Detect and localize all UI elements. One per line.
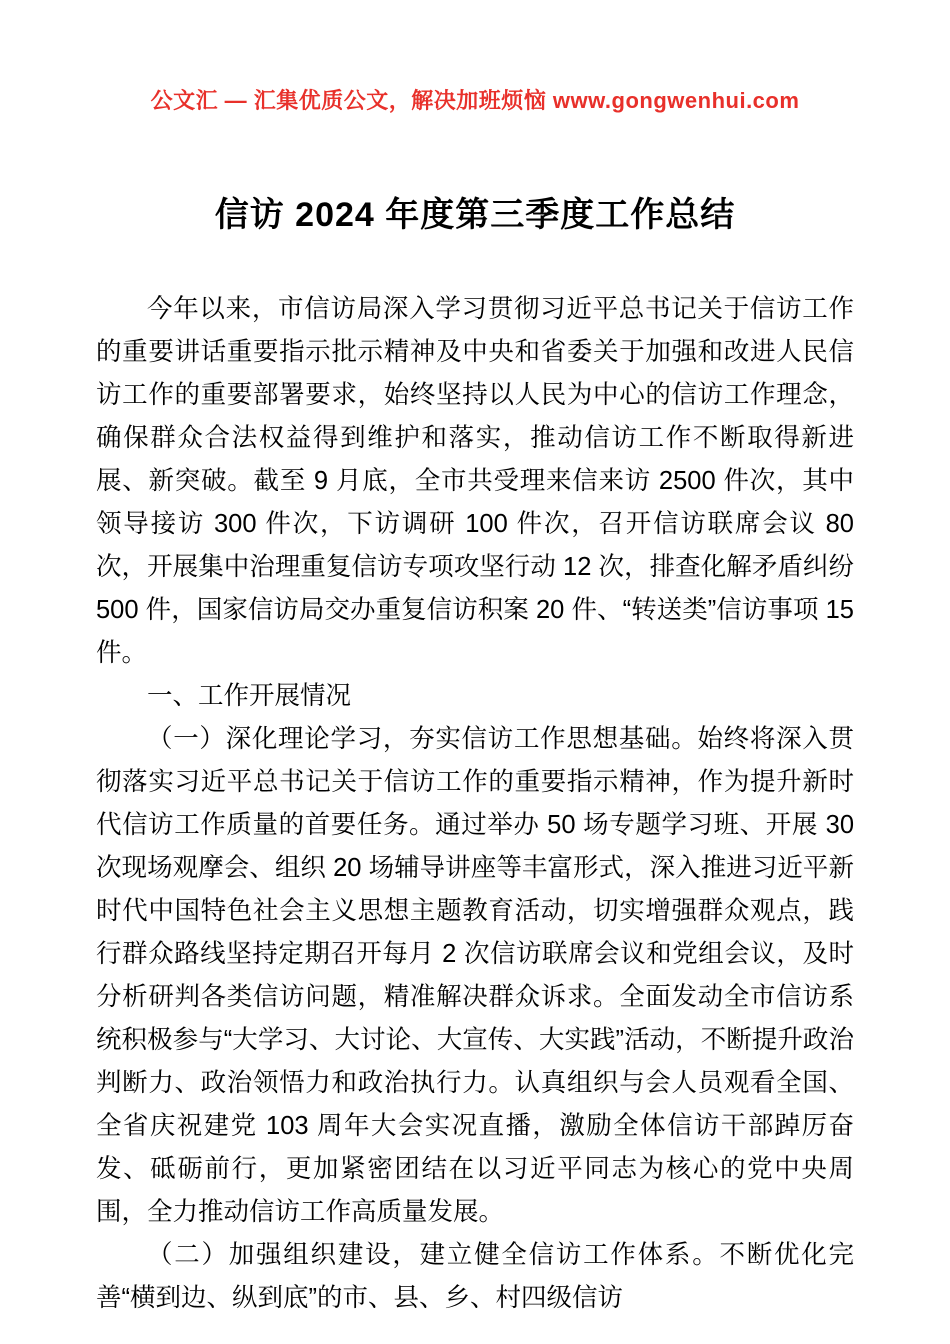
document-body — [96, 288, 854, 1320]
page-title: 信访 2024 年度第三季度工作总结 — [214, 196, 736, 234]
paragraph: （一）深化理论学习，夯实信访工作思想基础。始终将深入贯彻落实习近平总书记关于信访工作的重要指示精神，作为提升新时代信访工作质量的首要任务。通过举办 50 场专题学习班、开展 30 次现场观摩会、组织 20 场辅导讲座等丰富形式，深入推进习近平新时代中国特色社会主义思想主题教育活动，切实增强群众观点，践行群众路线坚持定期召开每月 2 次信访联席会议和党组会议，及时分析研判各类信访问题，精准解决群众诉求。全面发动全市信访系统积极参与“大学习、大讨论、大宣传、大实践”活动，不断提升政治判断力、政治领悟力和政治执行力。认真组织与会人员观看全国、全省庆祝建党 103 周年大会实况直播，激励全体信访干部踔厉奋发、砥砺前行，更加紧密团结在以习近平同志为核心的党中央周围，全力推动信访工作高质量发展。 — [96, 725, 854, 1226]
paragraph: 今年以来，市信访局深入学习贯彻习近平总书记关于信访工作的重要讲话重要指示批示精神及中央和省委关于加强和改进人民信访工作的重要部署要求，始终坚持以人民为中心的信访工作理念，确保群众合法权益得到维护和落实，推动信访工作不断取得新进展、新突破。截至 9 月底，全市共受理来信来访 2500 件次，其中领导接访 300 件次，下访调研 100 件次，召开信访联席会议 80 次，开展集中治理重复信访专项攻坚行动 12 次，排查化解矛盾纠纷 500 件，国家信访局交办重复信访积案 20 件、“转送类”信访事项 15 件。 — [96, 295, 854, 667]
section-heading-1: 一、工作开展情况 — [147, 682, 352, 710]
site-watermark: 公文汇 — 汇集优质公文，解决加班烦恼 www.gongwenhui.com — [150, 88, 800, 113]
paragraph: （二）加强组织建设，建立健全信访工作体系。不断优化完善“横到边、纵到底”的市、县、乡、村四级信访 — [96, 1241, 854, 1312]
